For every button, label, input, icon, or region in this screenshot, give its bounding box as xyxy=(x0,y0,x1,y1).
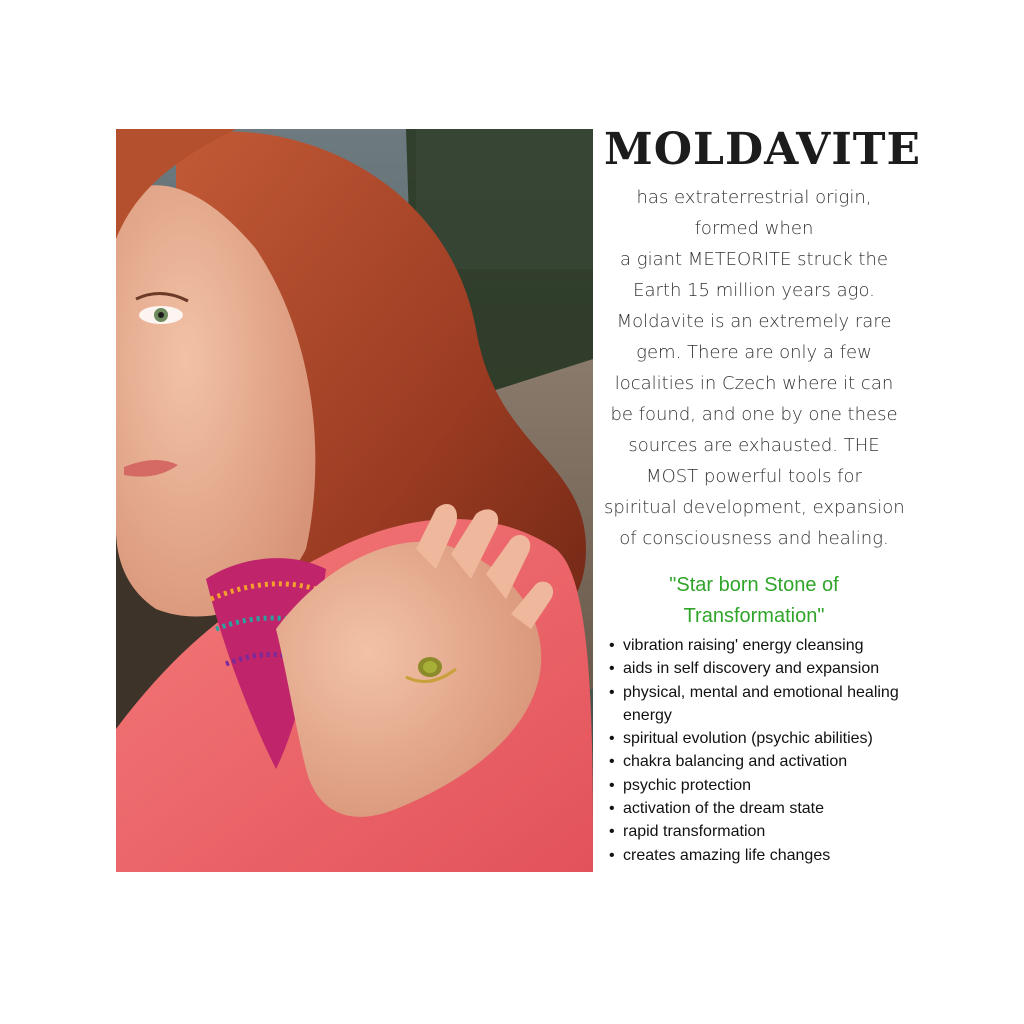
list-item: • rapid transformation xyxy=(609,820,909,843)
list-item: • spiritual evolution (psychic abilities) xyxy=(609,727,909,750)
model-photo xyxy=(116,129,593,872)
description-line: of consciousness and healing. xyxy=(619,528,889,549)
description-line: has extraterrestrial origin, xyxy=(636,187,872,208)
woman-wearing-moldavite-ring-image xyxy=(116,129,593,872)
description-line: localities in Czech where it can xyxy=(614,373,894,394)
list-item: • psychic protection xyxy=(609,774,909,797)
list-item: • physical, mental and emotional healing energy xyxy=(609,681,909,728)
description-line: formed when xyxy=(694,218,814,239)
quote-line: "Star born Stone of xyxy=(669,574,839,596)
list-item: • vibration raising' energy cleansing xyxy=(609,634,909,657)
description-line: Earth 15 million years ago. xyxy=(633,280,875,301)
list-item: • aids in self discovery and expansion xyxy=(609,657,909,680)
info-panel xyxy=(604,124,922,632)
quote-line: Transformation" xyxy=(683,605,825,627)
description-line: gem. There are only a few xyxy=(636,342,872,363)
list-item: • chakra balancing and activation xyxy=(609,750,909,773)
tagline-quote xyxy=(604,570,904,632)
list-item: • creates amazing life changes xyxy=(609,844,909,867)
description-line: a giant METEORITE struck the xyxy=(620,249,888,270)
list-item: • activation of the dream state xyxy=(609,797,909,820)
page-title: MOLDAVITE xyxy=(604,124,922,175)
benefits-list xyxy=(609,634,909,867)
description xyxy=(604,182,904,554)
description-line: spiritual development, expansion xyxy=(604,497,905,518)
description-line: be found, and one by one these xyxy=(610,404,898,425)
description-line: MOST powerful tools for xyxy=(646,466,862,487)
description-line: Moldavite is an extremely rare xyxy=(616,311,892,332)
description-line: sources are exhausted. THE xyxy=(628,435,880,456)
